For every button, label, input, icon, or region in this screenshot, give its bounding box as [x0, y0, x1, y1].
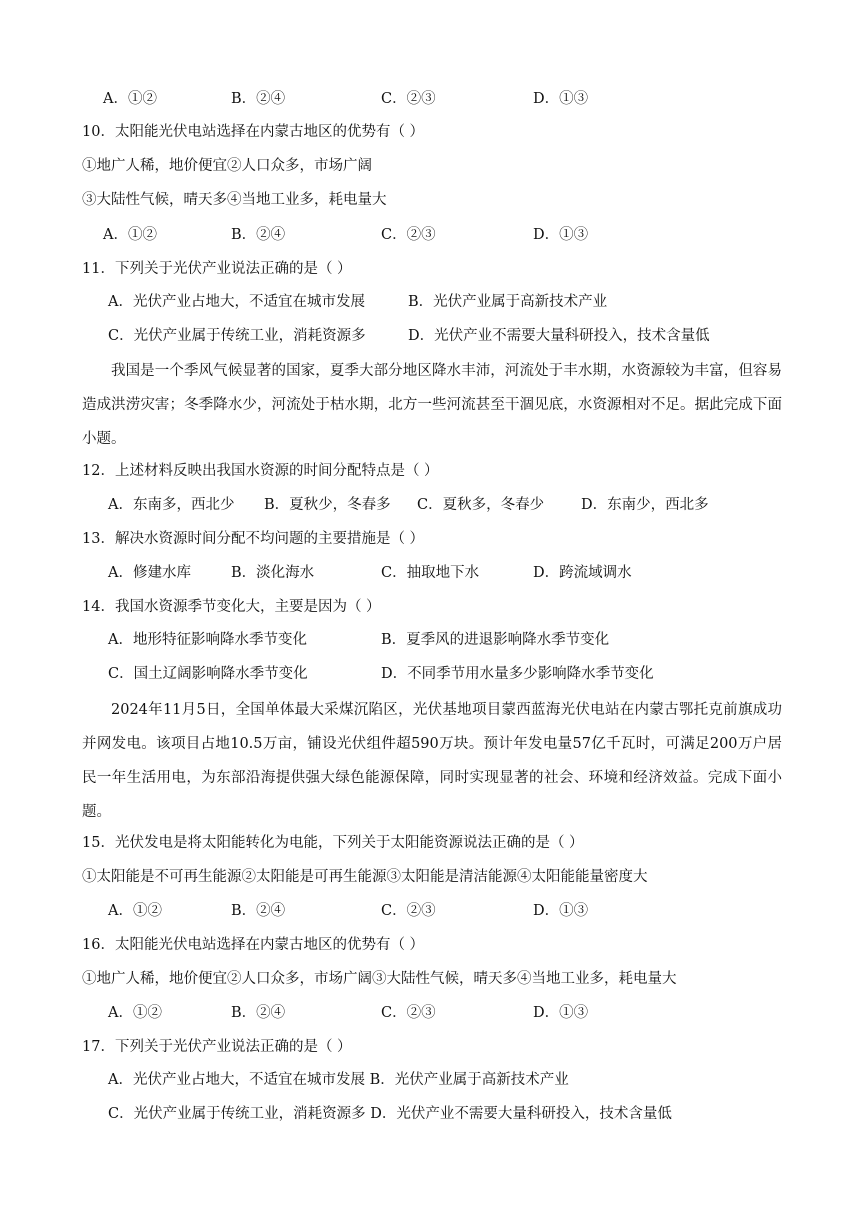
reading-material-1-text: 我国是一个季风气候显著的国家，夏季大部分地区降水丰沛，河流处于丰水期，水资源较为丰富，但容易造成洪涝灾害；冬季降水少，河流处于枯水期，北方一些河流甚至干涸见底，水资源相对不足。据此完成下面小题。 [82, 363, 782, 447]
question-15-option-d: D．①③ [533, 903, 589, 919]
reading-material-1 [82, 354, 782, 456]
question-11-option-d: D．光伏产业不需要大量科研投入，技术含量低 [408, 328, 710, 344]
question-14-stem: 14．我国水资源季节变化大，主要是因为（ ） [82, 599, 381, 615]
question-12-option-d: D．东南少，西北多 [581, 497, 709, 513]
question-15-option-a: A．①② [108, 903, 162, 919]
question-17-options-cd: C．光伏产业属于传统工业，消耗资源多 D．光伏产业不需要大量科研投入，技术含量低 [108, 1106, 672, 1122]
question-14-option-b: B．夏季风的进退影响降水季节变化 [381, 632, 610, 648]
option-c: C．②③ [381, 91, 436, 107]
question-11-stem: 11．下列关于光伏产业说法正确的是（ ） [82, 261, 352, 277]
question-12-stem: 12．上述材料反映出我国水资源的时间分配特点是（ ） [82, 463, 439, 479]
reading-material-2 [82, 693, 782, 829]
option-d: D．①③ [533, 91, 589, 107]
question-14-option-c: C．国土辽阔影响降水季节变化 [108, 666, 308, 682]
question-16-stem: 16．太阳能光伏电站选择在内蒙古地区的优势有（ ） [82, 937, 425, 953]
question-13-stem: 13．解决水资源时间分配不均问题的主要措施是（ ） [82, 531, 425, 547]
question-17-options-ab: A．光伏产业占地大，不适宜在城市发展 B．光伏产业属于高新技术产业 [108, 1072, 569, 1088]
question-12-option-b: B．夏秋少，冬春多 [264, 497, 391, 513]
question-14-option-d: D．不同季节用水量多少影响降水季节变化 [381, 666, 654, 682]
question-12-option-c: C．夏秋多，冬春少 [417, 497, 545, 513]
question-10-statement-2: ③大陆性气候，晴天多④当地工业多，耗电量大 [82, 192, 387, 208]
question-16-option-a: A．①② [108, 1005, 162, 1021]
question-10-option-b: B．②④ [231, 227, 286, 243]
question-16-option-d: D．①③ [533, 1005, 589, 1021]
question-15-option-c: C．②③ [381, 903, 436, 919]
question-10-statement-1: ①地广人稀，地价便宜②人口众多，市场广阔 [82, 158, 372, 174]
question-16-statements: ①地广人稀，地价便宜②人口众多，市场广阔③大陆性气候，晴天多④当地工业多，耗电量大 [82, 971, 677, 987]
question-10-option-d: D．①③ [533, 227, 589, 243]
question-15-stem: 15．光伏发电是将太阳能转化为电能，下列关于太阳能资源说法正确的是（ ） [82, 835, 584, 851]
question-13-option-c: C．抽取地下水 [381, 565, 480, 581]
question-17-stem: 17．下列关于光伏产业说法正确的是（ ） [82, 1039, 352, 1055]
question-13-option-d: D．跨流域调水 [533, 565, 632, 581]
question-13-option-b: B．淡化海水 [231, 565, 315, 581]
question-10-option-c: C．②③ [381, 227, 436, 243]
option-a: A．①② [103, 91, 157, 107]
question-12-option-a: A．东南多，西北少 [108, 497, 235, 513]
question-16-option-c: C．②③ [381, 1005, 436, 1021]
question-11-option-a: A．光伏产业占地大，不适宜在城市发展 [108, 294, 365, 310]
question-10-stem: 10．太阳能光伏电站选择在内蒙古地区的优势有（ ） [82, 124, 425, 140]
option-b: B．②④ [231, 91, 286, 107]
question-15-statements: ①太阳能是不可再生能源②太阳能是可再生能源③太阳能是清洁能源④太阳能能量密度大 [82, 869, 648, 885]
question-11-option-c: C．光伏产业属于传统工业，消耗资源多 [108, 328, 366, 344]
question-11-option-b: B．光伏产业属于高新技术产业 [408, 294, 608, 310]
question-13-option-a: A．修建水库 [108, 565, 191, 581]
reading-material-2-text: 2024年11月5日，全国单体最大采煤沉陷区，光伏基地项目蒙西蓝海光伏电站在内蒙古鄂托克前旗成功并网发电。该项目占地10.5万亩，铺设光伏组件超590万块。预计年发电量57亿千瓦时，可满足200万户居民一年生活用电，为东部沿海提供强大绿色能源保障，同时实现显著的社会、环境和经济效益。完成下面小题。 [82, 702, 782, 820]
question-16-option-b: B．②④ [231, 1005, 286, 1021]
question-14-option-a: A．地形特征影响降水季节变化 [108, 632, 307, 648]
question-15-option-b: B．②④ [231, 903, 286, 919]
question-10-option-a: A．①② [103, 227, 157, 243]
